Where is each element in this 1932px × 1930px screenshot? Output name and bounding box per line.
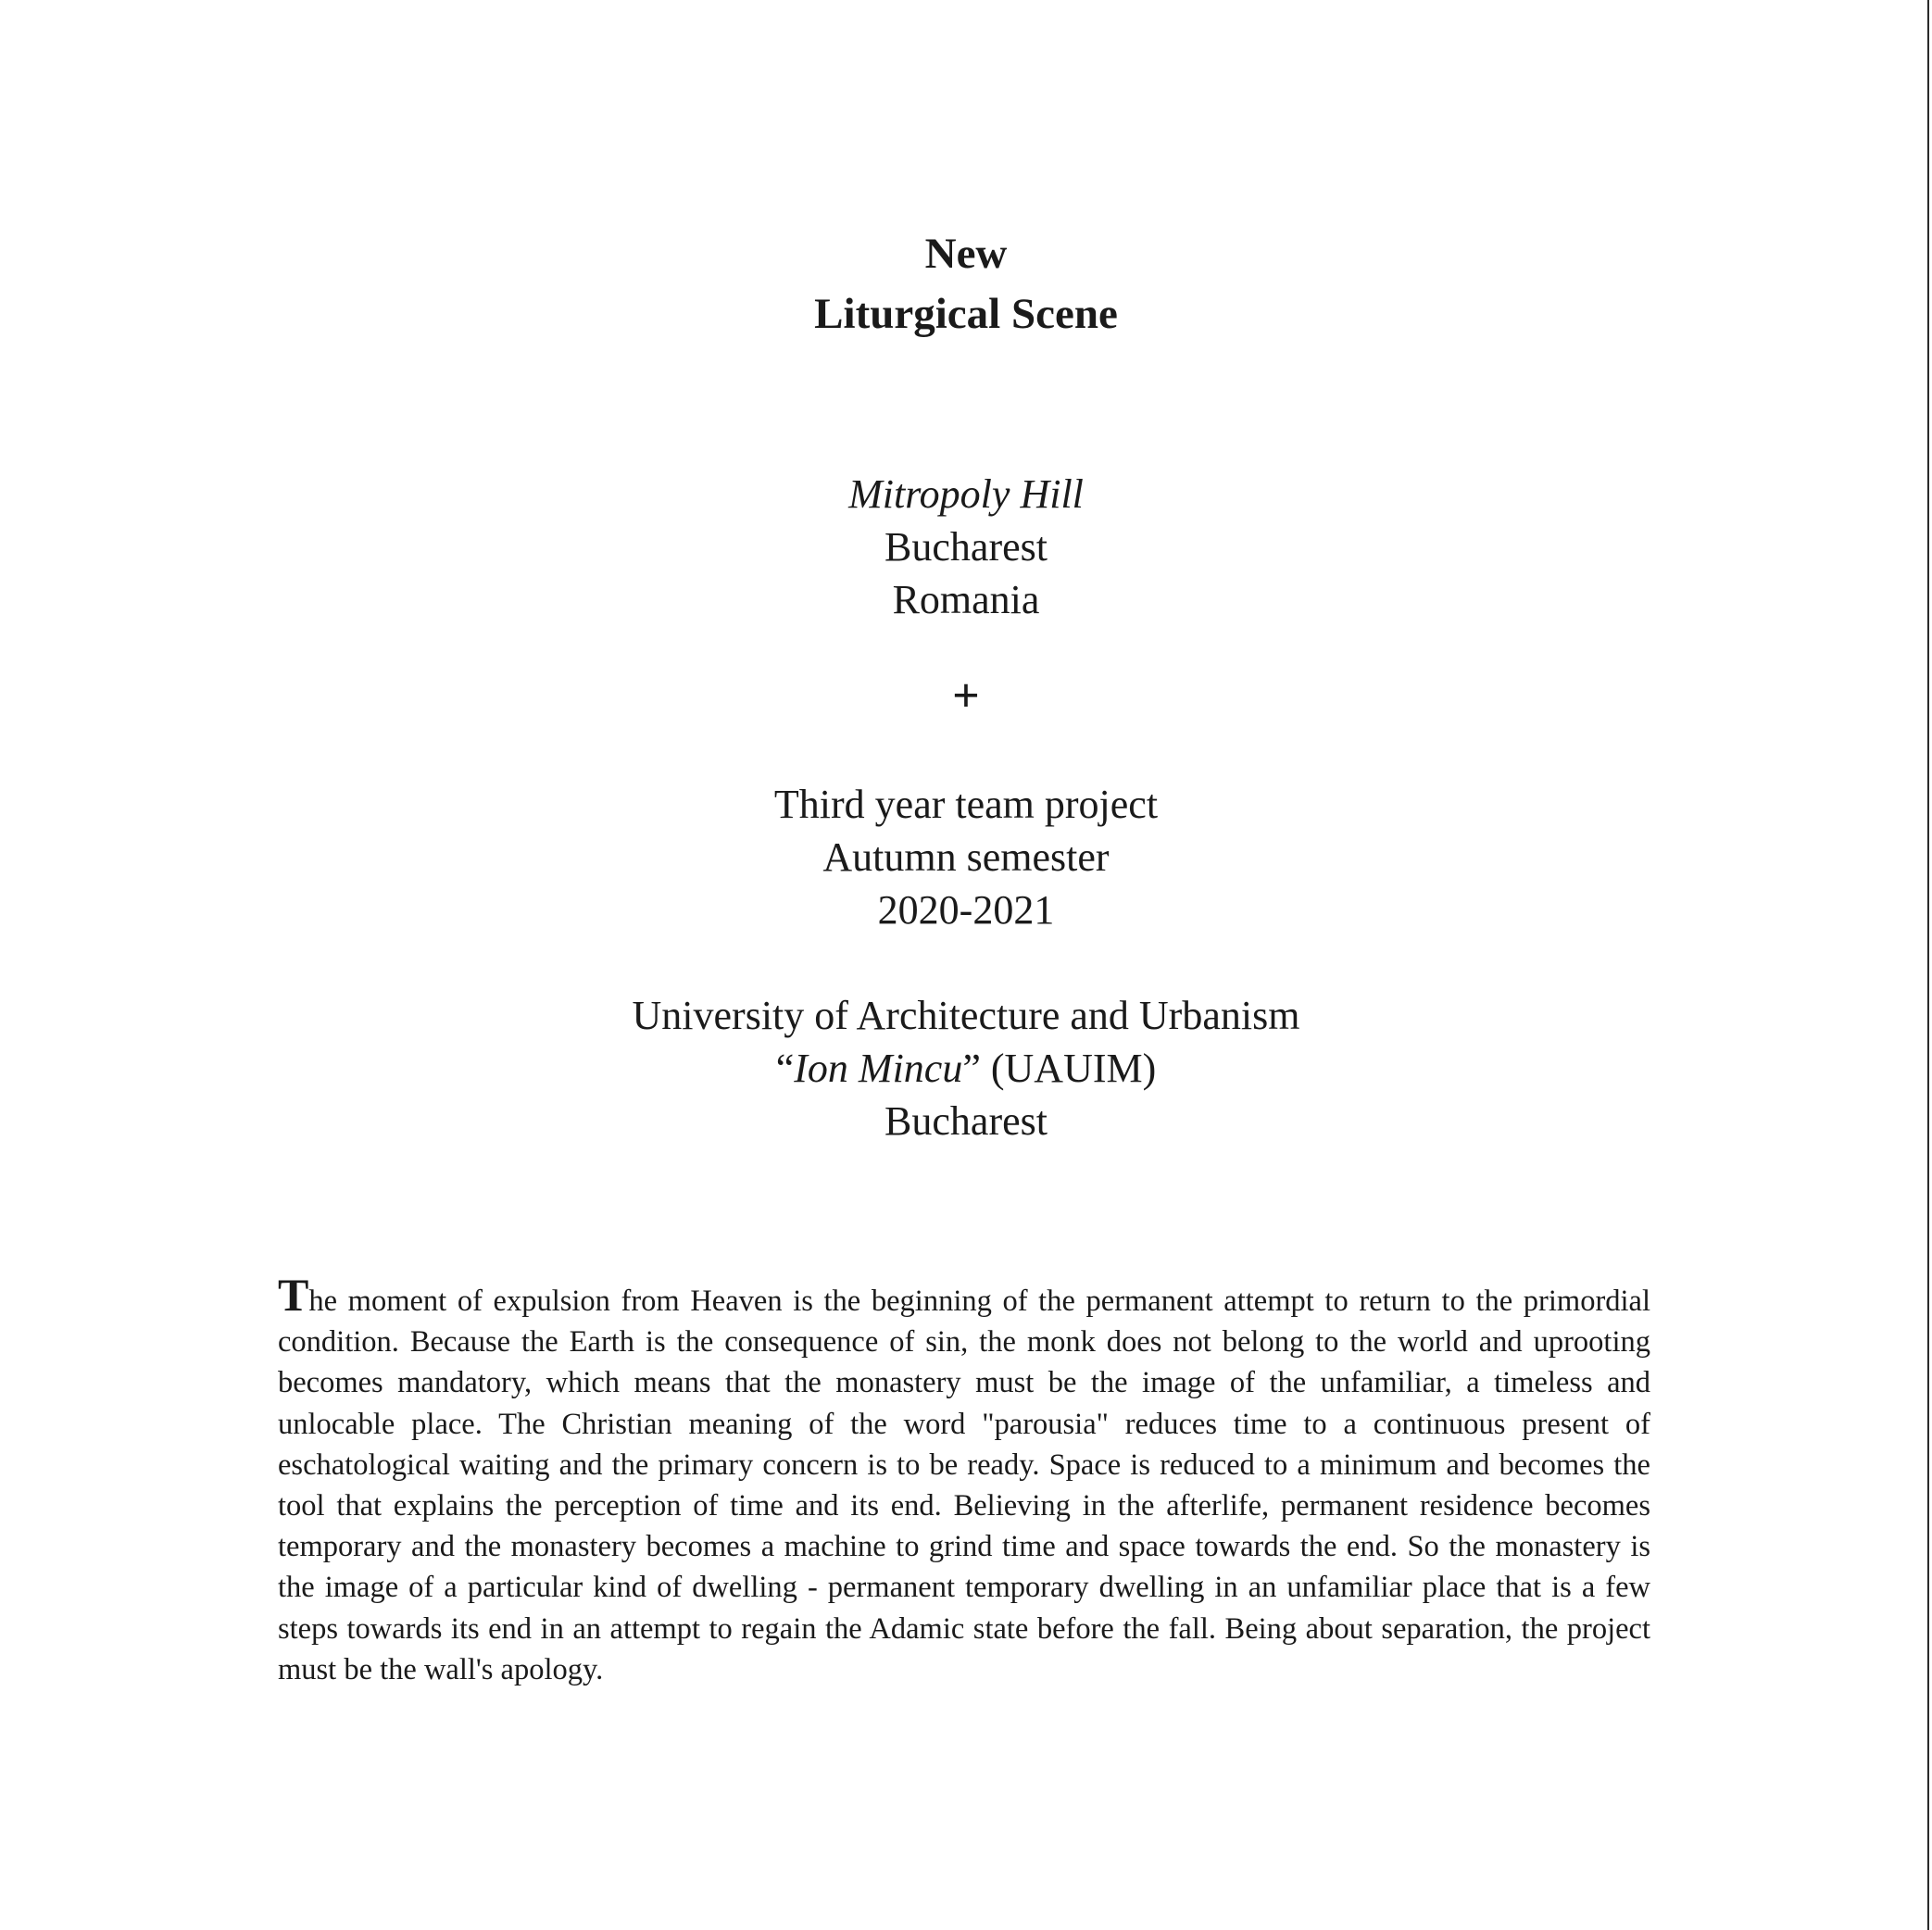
- abstract-paragraph: [278, 1269, 1650, 1690]
- university-abbr: (UAUIM): [980, 1046, 1157, 1091]
- abstract-text: he moment of expulsion from Heaven is the beginning of the permanent attempt to return to the primordial condition. Because the Earth is the consequence of sin, the monk does not belong to the world and uprooting becomes mandatory, which means that the monastery must be the image of the unfamiliar, a timeless and unlocable place. The Christian meaning of the word "parousia" reduces time to a continuous present of eschatological waiting and the primary concern is to be ready. Space is reduced to a minimum and becomes the tool that explains the perception of time and its end. Believing in the afterlife, permanent residence becomes temporary and the monastery becomes a machine to grind time and space towards the end. So the monastery is the image of a particular kind of dwelling - permanent temporary dwelling in an unfamiliar place that is a few steps towards its end in an attempt to regain the Adamic state before the fall. Being about separation, the project must be the wall's apology.: [278, 1285, 1650, 1686]
- title-line-1: New: [924, 230, 1008, 278]
- university-city: Bucharest: [884, 1098, 1048, 1144]
- quote-close: ”: [962, 1046, 981, 1091]
- country-name: Romania: [892, 577, 1040, 622]
- plus-separator: +: [952, 670, 980, 722]
- project-block: [0, 778, 1932, 936]
- quote-open: “: [775, 1046, 795, 1091]
- drop-cap-letter: T: [278, 1269, 309, 1321]
- university-name: University of Architecture and Urbanism: [632, 993, 1300, 1038]
- project-years: 2020-2021: [877, 887, 1055, 933]
- site-name: Mitropoly Hill: [848, 471, 1084, 517]
- university-patron: Ion Mincu: [794, 1046, 963, 1091]
- city-name: Bucharest: [884, 524, 1048, 570]
- university-patron-line: [0, 1042, 1932, 1095]
- project-semester: Autumn semester: [822, 834, 1110, 880]
- university-block: [0, 989, 1932, 1147]
- project-type: Third year team project: [773, 782, 1159, 827]
- location-block: [0, 468, 1932, 626]
- title-line-2: Liturgical Scene: [814, 290, 1118, 338]
- page-title: [0, 224, 1932, 345]
